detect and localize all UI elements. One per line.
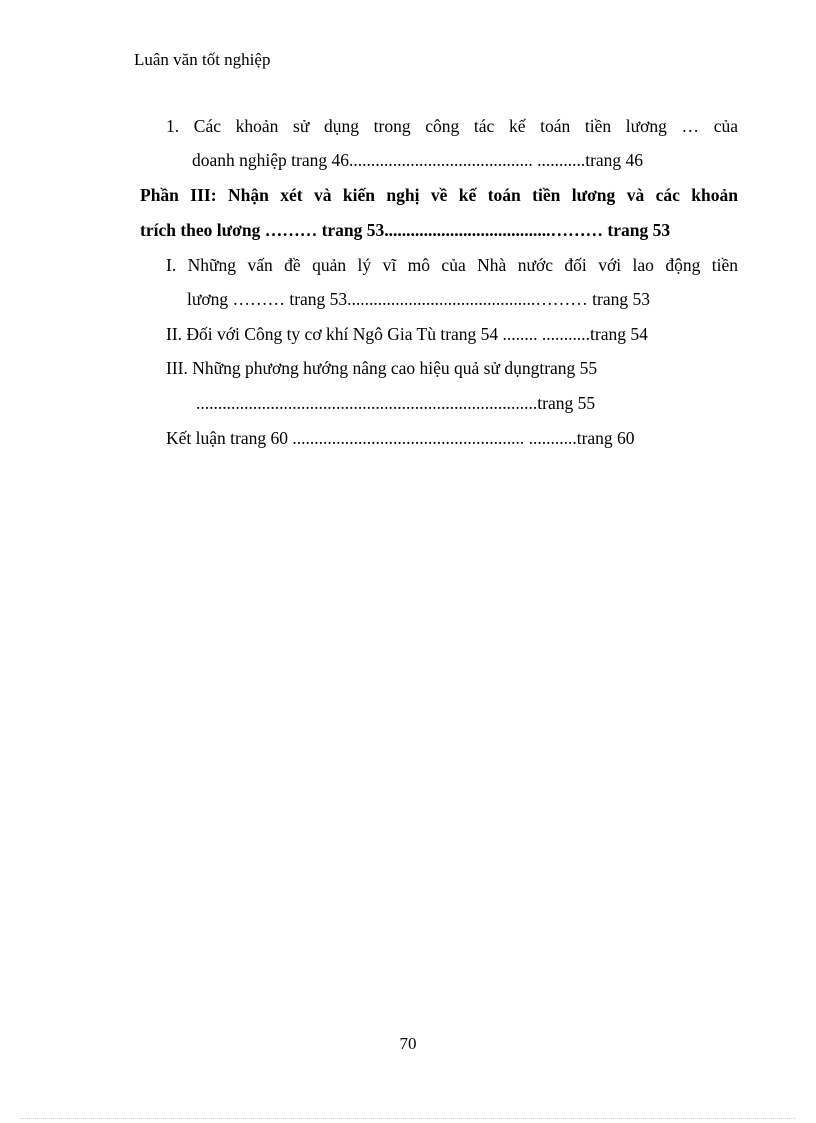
toc-item-1-line-1: 1. Các khoản sử dụng trong công tác kế toán tiền lương … của — [166, 116, 738, 136]
toc-conclusion-line-1: Kết luận trang 60 ..................................................... ...........trang 60 — [166, 428, 635, 448]
footer-divider — [20, 1118, 796, 1119]
toc-section-1-line-2: lương ……… trang 53...........................................……… trang 53 — [187, 289, 651, 309]
page-number: 70 — [399, 1034, 417, 1053]
toc-section-1-line-1: I. Những vấn đề quản lý vĩ mô của Nhà nước đối với lao động tiền — [166, 255, 738, 275]
toc-section-2-line-1: II. Đối với Công ty cơ khí Ngô Gia Tù trang 54 ........ ...........trang 54 — [166, 324, 648, 344]
toc-item-1-line-2: doanh nghiệp trang 46.......................................... ...........trang 46 — [192, 150, 644, 170]
running-header: Luân văn tốt nghiệp — [134, 50, 271, 69]
toc-section-3-line-2: ..............................................................................trang 55 — [196, 393, 596, 413]
toc-section-3-line-1: III. Những phương hướng nâng cao hiệu quả sử dụngtrang 55 — [166, 358, 598, 378]
toc-part-3-line-2: trích theo lương ……… trang 53......................................……… trang 53 — [140, 220, 671, 240]
toc-part-3-line-1: Phần III: Nhận xét và kiến nghị về kế toán tiền lương và các khoản — [140, 185, 738, 205]
